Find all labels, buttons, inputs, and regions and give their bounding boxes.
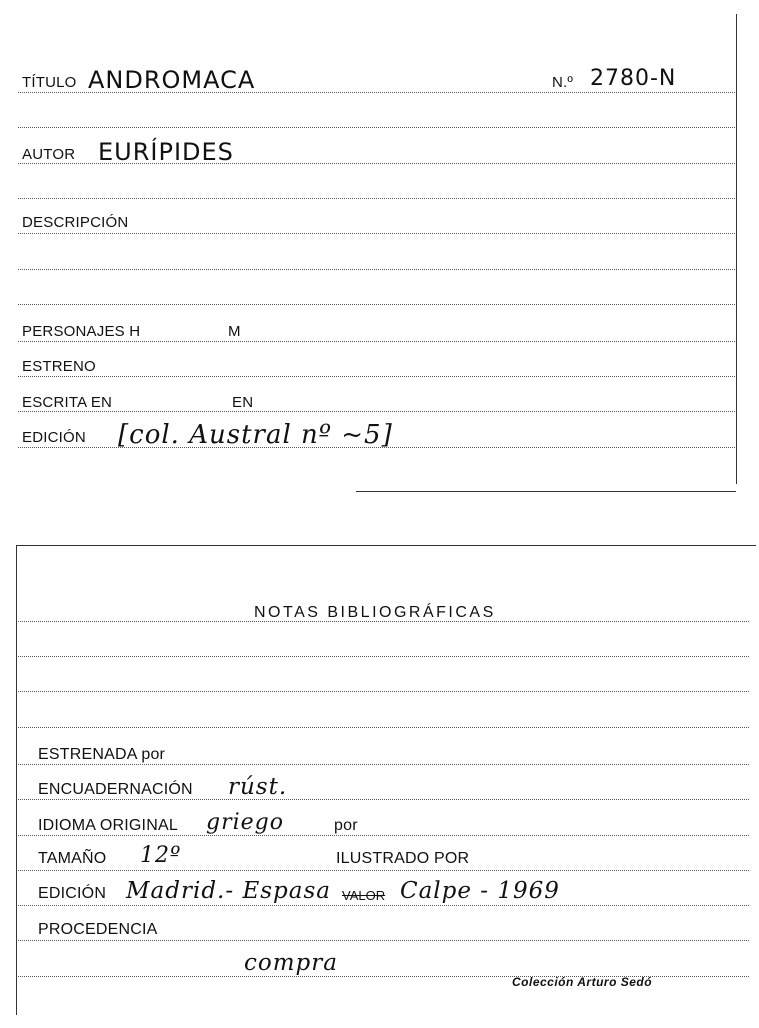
numero-value: 2780-N: [590, 66, 677, 91]
notas-bibliograficas-title: NOTAS BIBLIOGRÁFICAS: [254, 604, 496, 621]
idioma-value: griego: [206, 810, 284, 835]
rule: [18, 621, 749, 622]
autor-label: AUTOR: [22, 146, 76, 163]
en-label: EN: [232, 394, 254, 411]
edicion2-value-a: Madrid.- Espasa: [126, 878, 331, 904]
idioma-label: IDIOMA ORIGINAL: [38, 817, 178, 834]
rule: [18, 656, 749, 657]
rule: [18, 691, 749, 692]
descripcion-label: DESCRIPCIÓN: [22, 214, 129, 231]
procedencia-label: PROCEDENCIA: [38, 921, 158, 938]
edicion-label: EDICIÓN: [22, 429, 86, 446]
rule: [18, 870, 749, 871]
titulo-label: TÍTULO: [22, 74, 77, 91]
tamano-value: 12º: [140, 843, 182, 868]
tamano-label: TAMAÑO: [38, 850, 107, 867]
estrenada-label: ESTRENADA por: [38, 746, 166, 763]
numero-label: N.º: [552, 74, 574, 91]
m-label: M: [228, 323, 241, 340]
rule: [18, 905, 749, 906]
rule: [18, 727, 749, 728]
card-top-edge: [16, 545, 756, 546]
rule: [18, 940, 749, 941]
por-label: por: [334, 817, 358, 834]
encuadernacion-label: ENCUADERNACIÓN: [38, 781, 193, 798]
edicion-value: [col. Austral nº ~5]: [118, 420, 393, 450]
rule: [18, 835, 749, 836]
edicion2-value-b: Calpe - 1969: [400, 878, 560, 904]
estreno-label: ESTRENO: [22, 358, 96, 375]
personajes-label: PERSONAJES H: [22, 323, 141, 340]
collection-footer: Colección Arturo Sedó: [512, 975, 653, 989]
autor-value: EURÍPIDES: [98, 138, 234, 166]
titulo-value: ANDROMACA: [88, 66, 256, 94]
edicion2-label: EDICIÓN: [38, 885, 107, 902]
edicion2-struck-word: VALOR: [342, 888, 386, 903]
escrita-label: ESCRITA EN: [22, 394, 113, 411]
rule: [18, 799, 749, 800]
encuadernacion-value: rúst.: [228, 774, 288, 800]
procedencia-value: compra: [244, 950, 338, 976]
ilustrado-label: ILUSTRADO POR: [336, 850, 470, 867]
rule: [18, 764, 749, 765]
card-left-edge: [16, 545, 17, 1015]
